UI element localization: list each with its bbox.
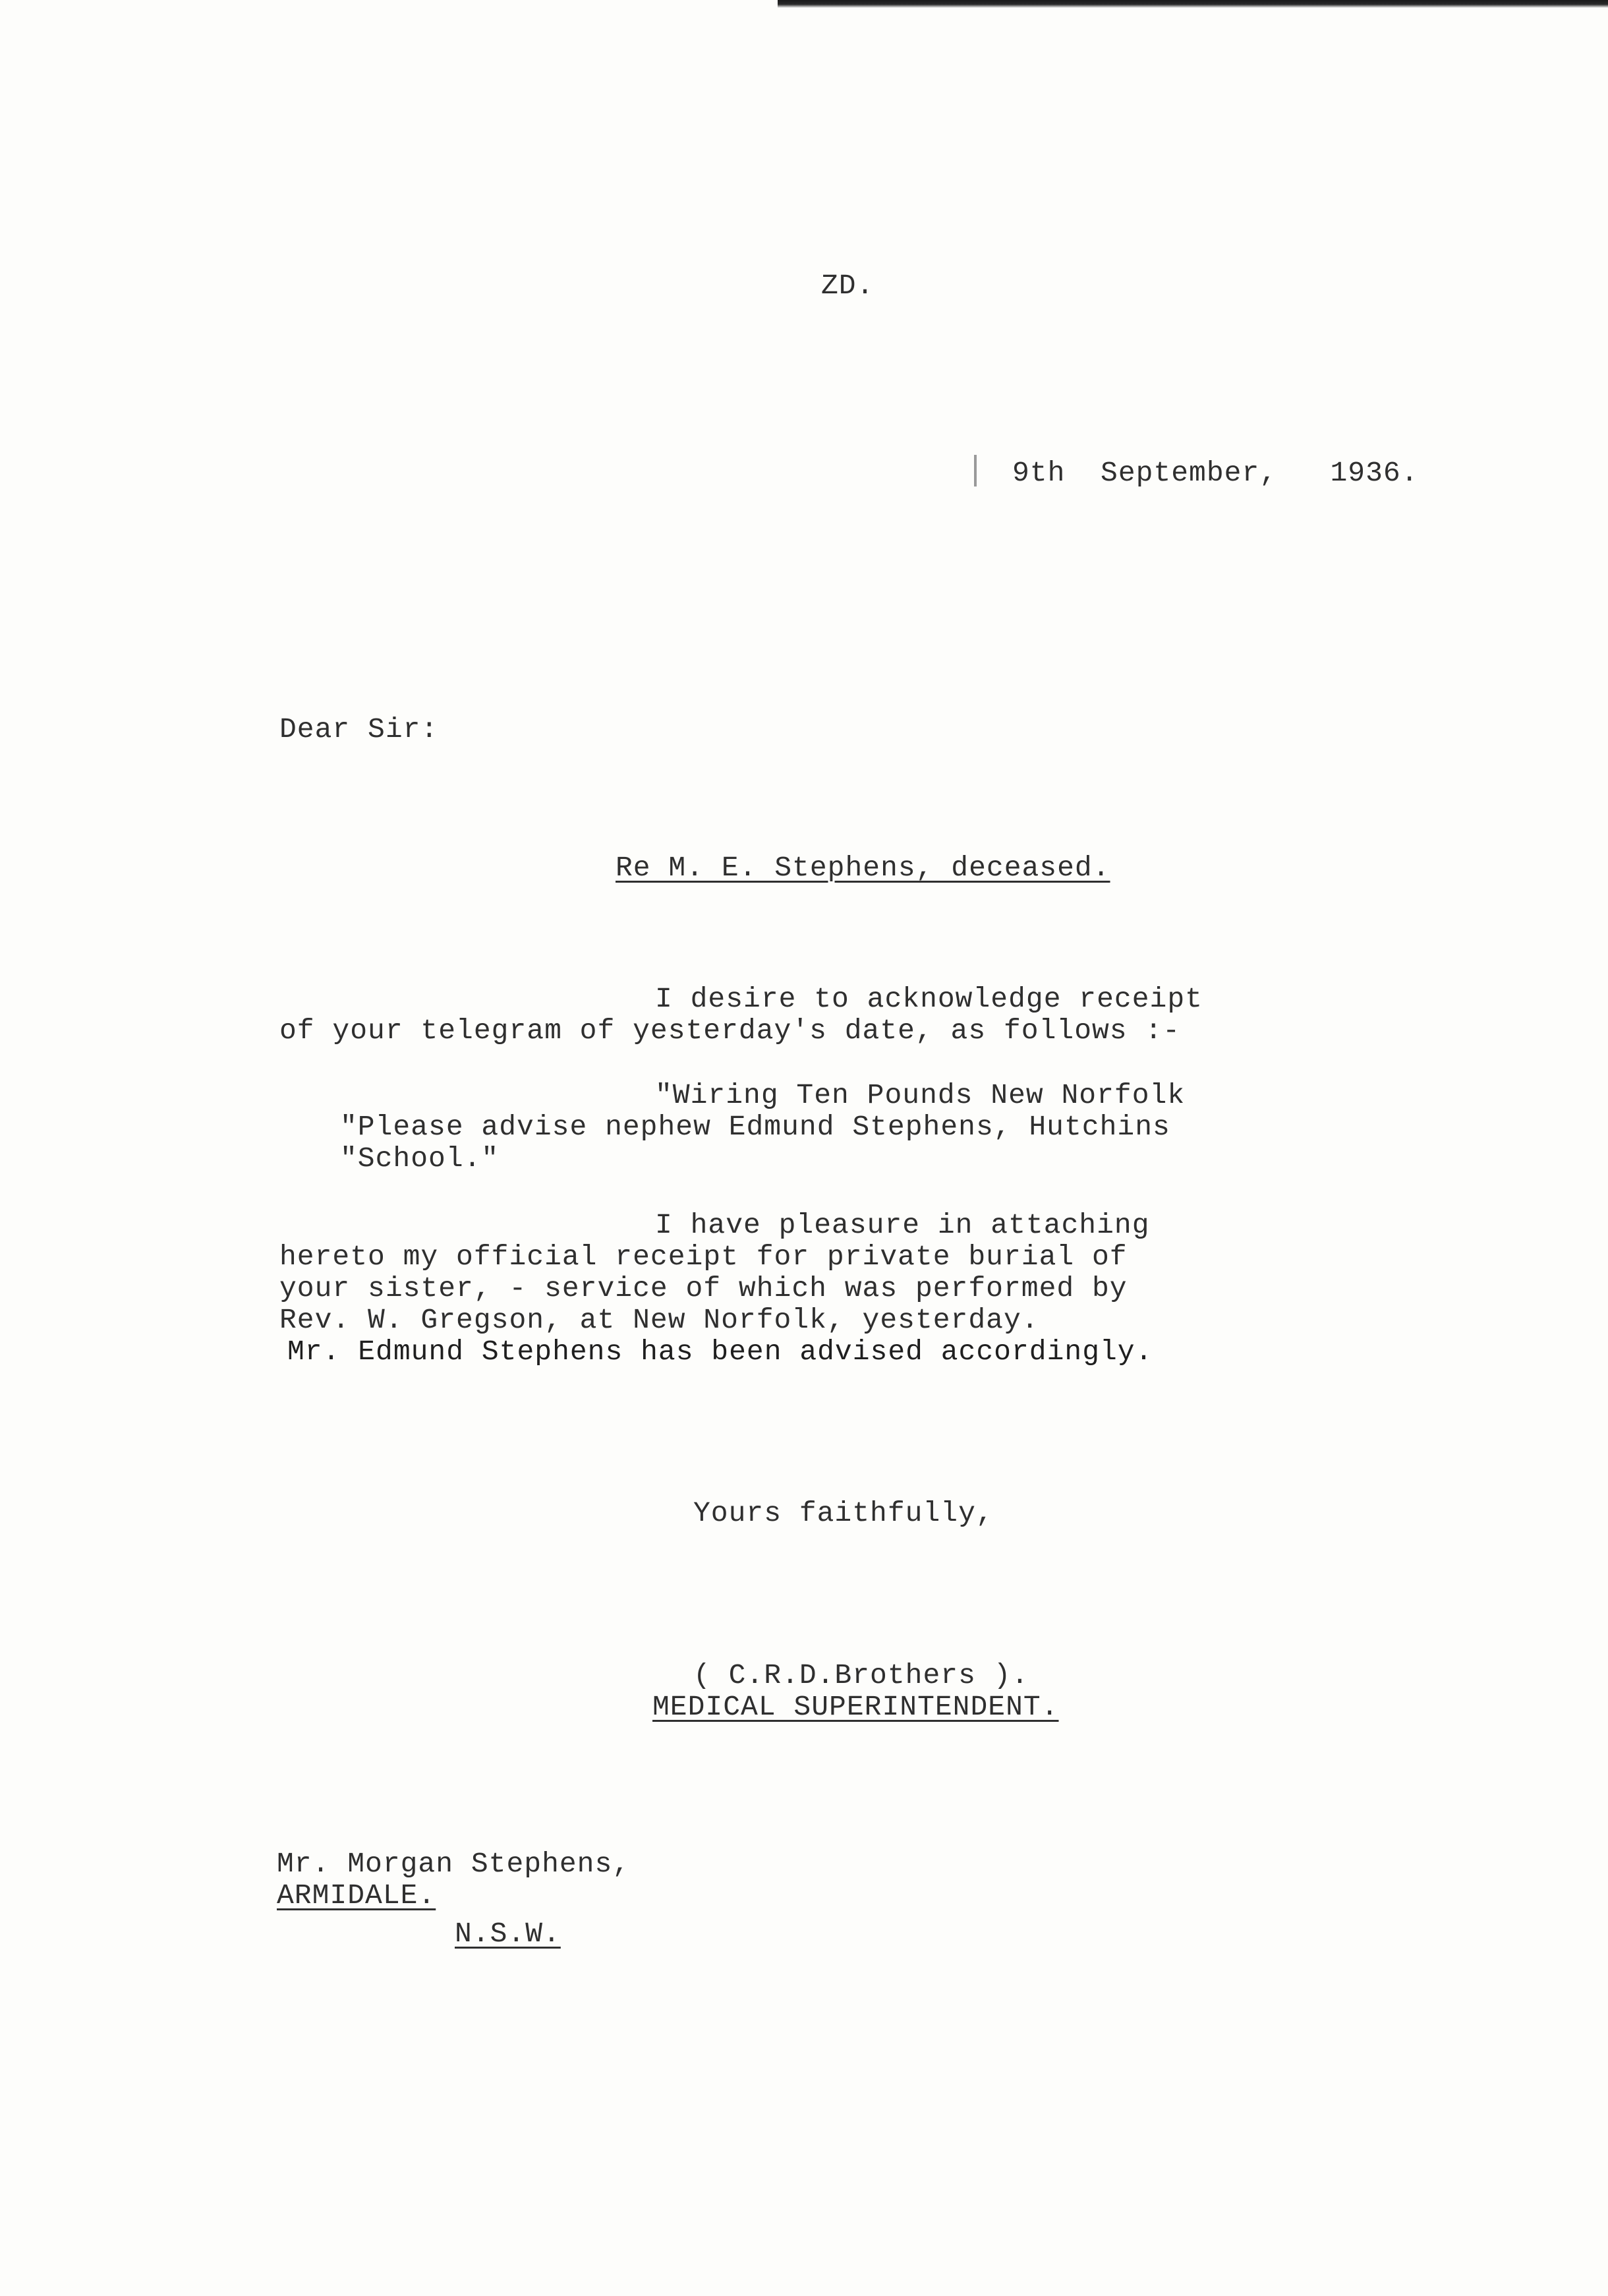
addressee-state: N.S.W. [455,1918,561,1950]
signatory-title: MEDICAL SUPERINTENDENT. [652,1691,1059,1723]
scan-edge-shadow [778,0,1608,8]
letter-date: 9th September, 1936. [1012,457,1419,489]
para1-line1: I desire to acknowledge receipt [655,983,1203,1015]
addressee-name: Mr. Morgan Stephens, [277,1848,631,1880]
signatory-name: ( C.R.D.Brothers ). [693,1659,1029,1692]
para2-line2: hereto my official receipt for private burial of [279,1241,1128,1273]
telegram-line2: "Please advise nephew Edmund Stephens, Hutchins [340,1111,1170,1143]
margin-mark [974,455,977,486]
telegram-line3: "School." [340,1142,500,1175]
para1-line2: of your telegram of yesterday's date, as follows :- [279,1015,1181,1047]
telegram-line1: "Wiring Ten Pounds New Norfolk [655,1079,1186,1111]
para2-line1: I have pleasure in attaching [655,1209,1150,1241]
closing: Yours faithfully, [693,1497,994,1529]
reference-code: ZD. [821,270,875,302]
salutation: Dear Sir: [279,713,439,746]
para2-line5: Mr. Edmund Stephens has been advised accordingly. [287,1336,1153,1368]
addressee-town: ARMIDALE. [277,1879,436,1912]
subject-line: Re M. E. Stephens, deceased. [616,852,1110,884]
para2-line3: your sister, - service of which was performed by [279,1272,1128,1305]
para2-line4: Rev. W. Gregson, at New Norfolk, yesterday. [279,1304,1039,1336]
